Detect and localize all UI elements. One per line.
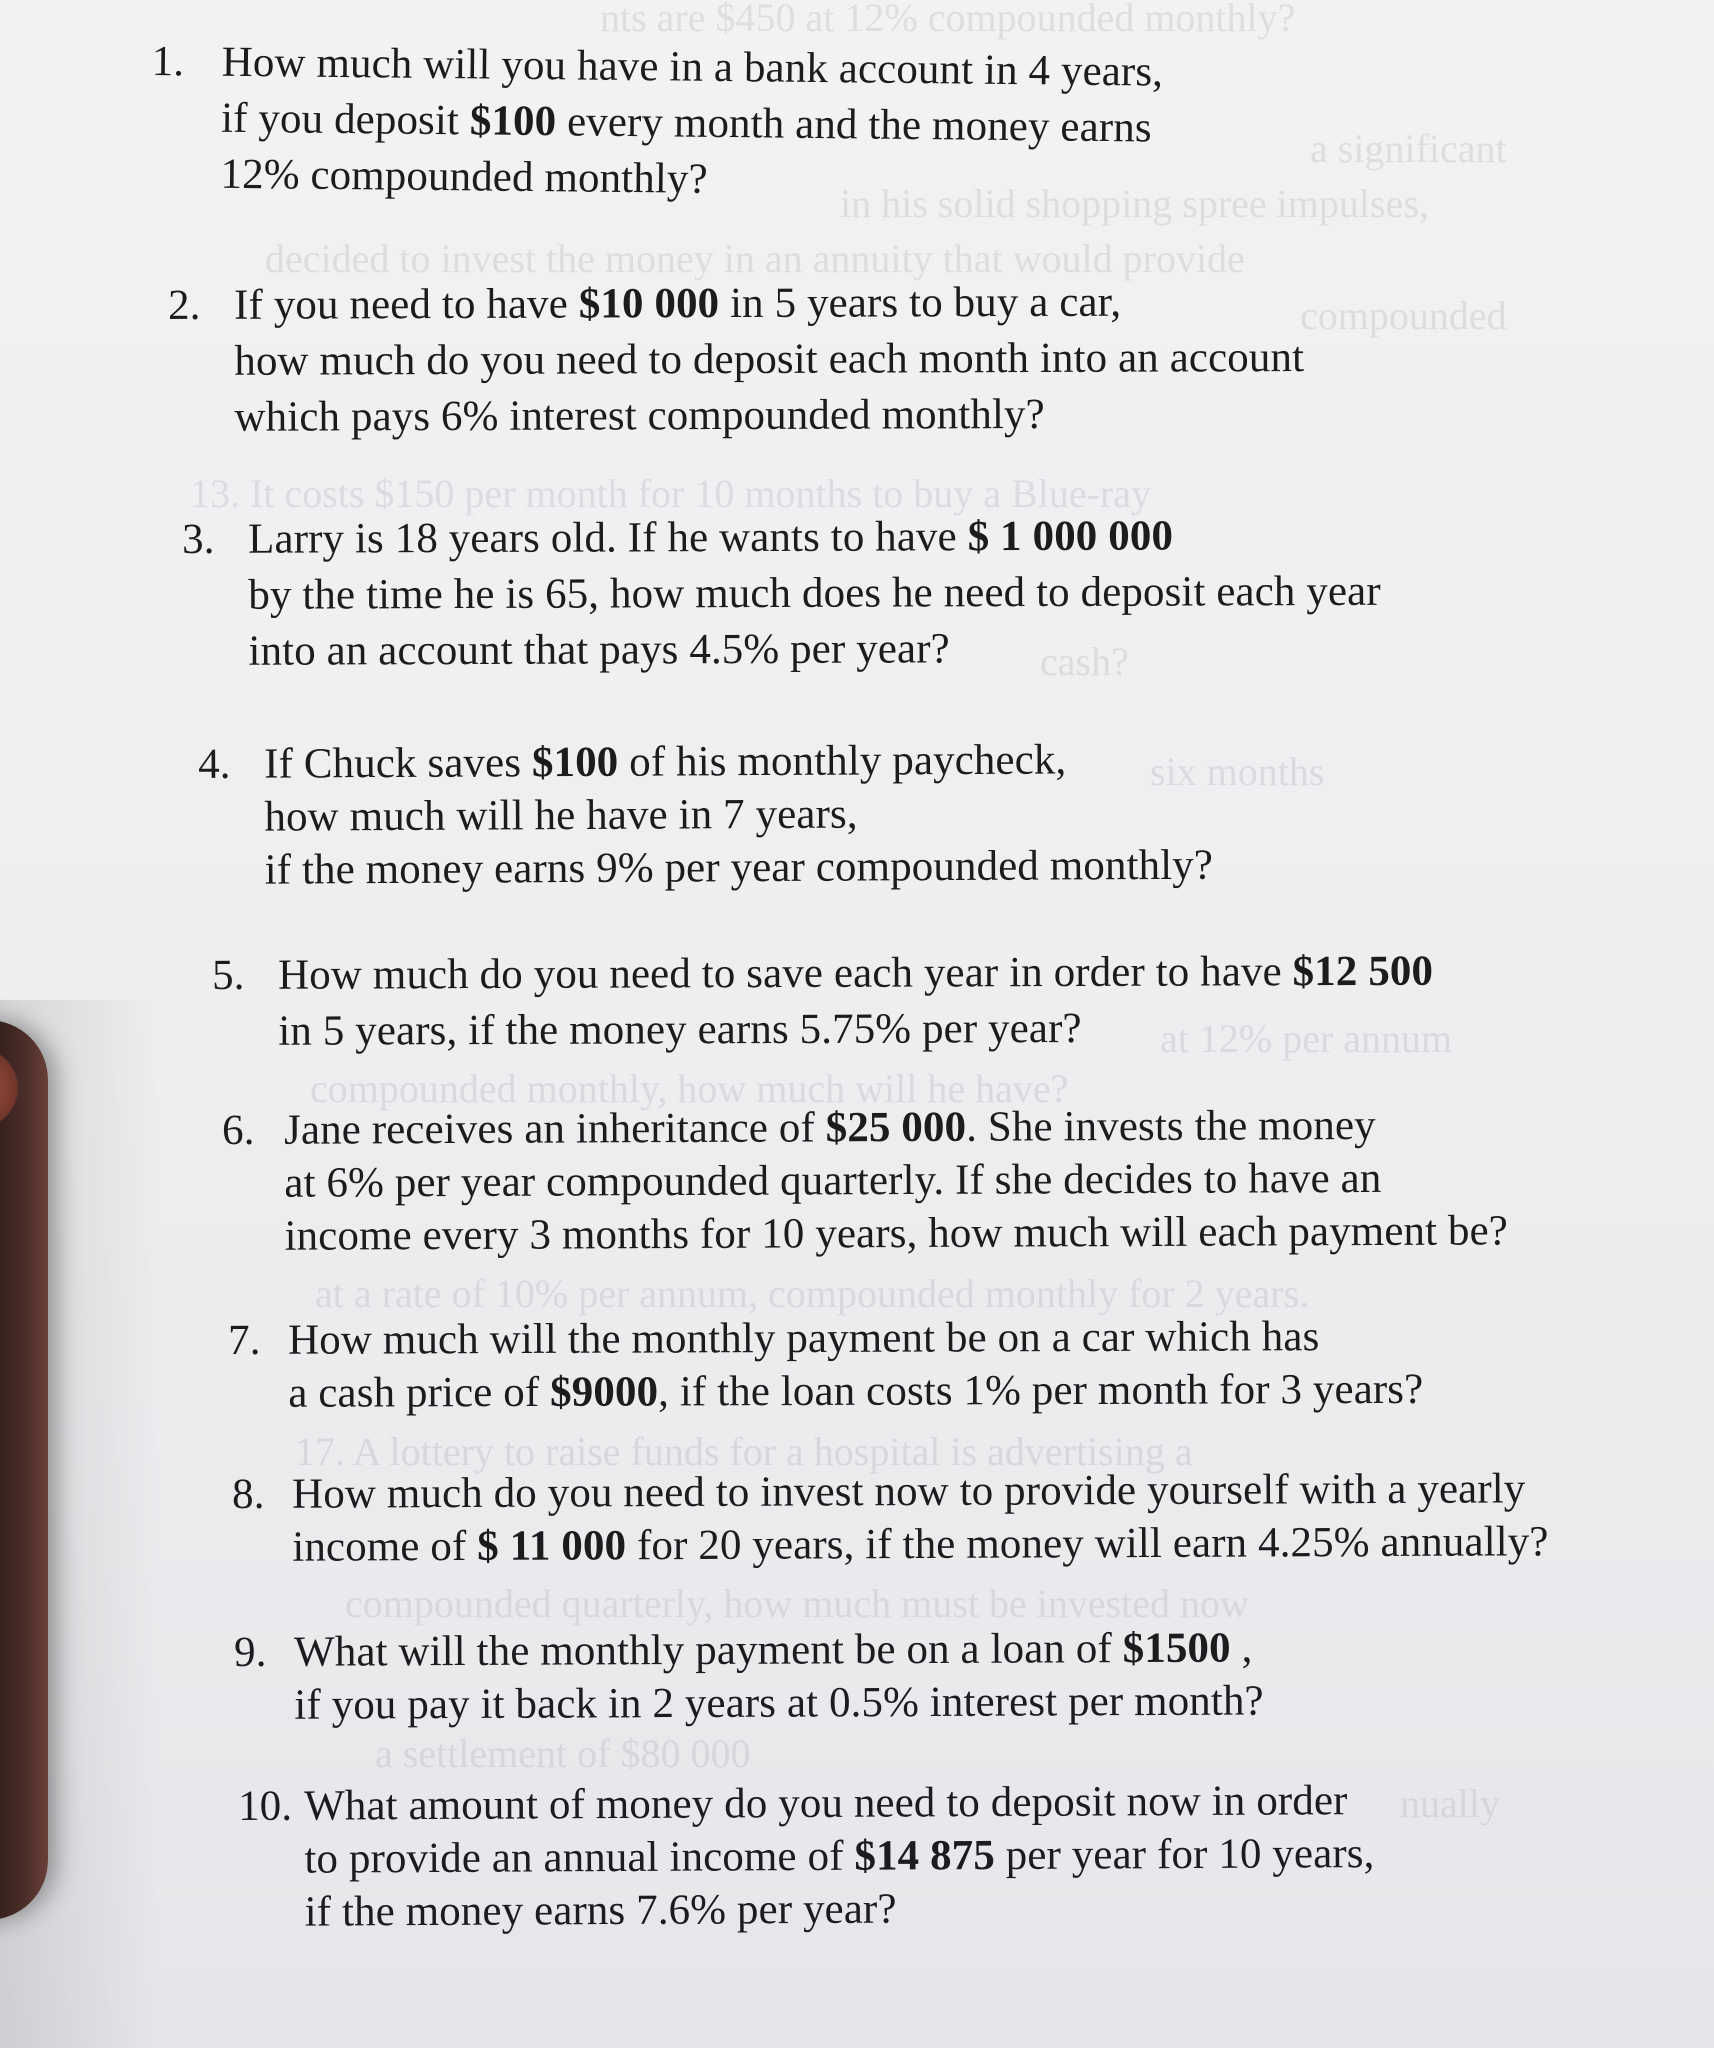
bleed-through-text: a settlement of $80 000: [375, 1731, 751, 1776]
finger: [0, 1020, 48, 1920]
question-number: 1.: [151, 37, 185, 86]
question-line: 12% compounded monthly?: [220, 150, 708, 203]
question-5: [212, 944, 1433, 1060]
question-3: [182, 508, 1381, 680]
question-line: If Chuck saves $100 of his monthly paycheck,: [264, 736, 1067, 788]
question-line: income every 3 months for 10 years, how much will each payment be?: [284, 1207, 1509, 1260]
question-line: if the money earns 9% per year compounded monthly?: [264, 841, 1214, 894]
bleed-through-text: in his solid shopping spree impulses,: [840, 181, 1429, 226]
bleed-through-text: compounded monthly, how much will he have?: [310, 1066, 1069, 1111]
question-line: how much do you need to deposit each month into an account: [234, 334, 1305, 385]
question-line: at 6% per year compounded quarterly. If she decides to have an: [284, 1154, 1382, 1207]
question-number: 9.: [234, 1628, 267, 1676]
bleed-through-text: decided to invest the money in an annuity that would provide: [265, 236, 1245, 281]
bleed-through-text: a significant: [1310, 126, 1507, 171]
bleed-through-text: nts are $450 at 12% compounded monthly?: [600, 0, 1296, 40]
bleed-through-text: cash?: [1040, 639, 1129, 684]
question-line: How much do you need to save each year in order to have $12 500: [278, 947, 1434, 999]
bleed-through-text: compounded: [1300, 293, 1507, 338]
bleed-through-text: compounded quarterly, how much must be invested now: [345, 1581, 1249, 1626]
bleed-through-text: nually: [1400, 1781, 1500, 1826]
question-line: a cash price of $9000, if the loan costs 1% per month for 3 years?: [288, 1365, 1424, 1417]
question-number: 3.: [182, 515, 215, 563]
bleed-through-text: 13. It costs $150 per month for 10 months to buy a Blue-ray: [190, 471, 1151, 516]
question-line: income of $ 11 000 for 20 years, if the money will earn 4.25% annually?: [292, 1518, 1549, 1571]
bleed-through-text: 17. A lottery to raise funds for a hospital is advertising a: [295, 1429, 1193, 1474]
question-number: 4.: [198, 740, 231, 788]
question-number: 5.: [212, 951, 245, 999]
question-10: [238, 1774, 1375, 1939]
question-1: [150, 34, 1163, 213]
question-line: How much will you have in a bank account in 4 years,: [221, 38, 1164, 96]
bleed-through-text: at 12% per annum: [1160, 1016, 1453, 1061]
question-number: 7.: [228, 1316, 261, 1364]
question-7: [228, 1310, 1423, 1420]
question-line: how much will he have in 7 years,: [264, 790, 858, 841]
question-2: [168, 274, 1304, 446]
question-line: What will the monthly payment be on a loan of $1500 ,: [294, 1624, 1253, 1676]
question-number: 6.: [222, 1106, 255, 1154]
question-line: in 5 years, if the money earns 5.75% per year?: [278, 1004, 1082, 1055]
question-line: Larry is 18 years old. If he wants to have $ 1 000 000: [248, 512, 1174, 563]
question-line: What amount of money do you need to deposit now in order: [304, 1777, 1348, 1830]
bleed-through-text: at a rate of 10% per annum, compounded monthly for 2 years.: [315, 1271, 1310, 1316]
question-4: [198, 733, 1213, 897]
question-line: to provide an annual income of $14 875 per year for 10 years,: [304, 1830, 1375, 1883]
bleed-through-text: six months: [1150, 749, 1325, 794]
question-line: by the time he is 65, how much does he need to deposit each year: [248, 567, 1381, 619]
question-line: if you pay it back in 2 years at 0.5% interest per month?: [294, 1677, 1264, 1729]
question-line: How much do you need to invest now to provide yourself with a yearly: [292, 1465, 1526, 1518]
question-8: [232, 1462, 1549, 1574]
question-number: 10.: [238, 1782, 293, 1830]
question-line: If you need to have $10 000 in 5 years to buy a car,: [234, 278, 1122, 329]
question-number: 8.: [232, 1470, 265, 1518]
question-line: if the money earns 7.6% per year?: [304, 1885, 897, 1936]
question-line: which pays 6% interest compounded monthly?: [234, 390, 1045, 441]
question-9: [234, 1622, 1264, 1732]
question-line: into an account that pays 4.5% per year?: [248, 625, 950, 675]
question-line: Jane receives an inheritance of $25 000. She invests the money: [284, 1101, 1376, 1154]
question-6: [222, 1098, 1508, 1263]
question-line: How much will the monthly payment be on a car which has: [288, 1313, 1320, 1364]
question-line: if you deposit $100 every month and the money earns: [220, 94, 1152, 152]
question-number: 2.: [168, 281, 201, 329]
